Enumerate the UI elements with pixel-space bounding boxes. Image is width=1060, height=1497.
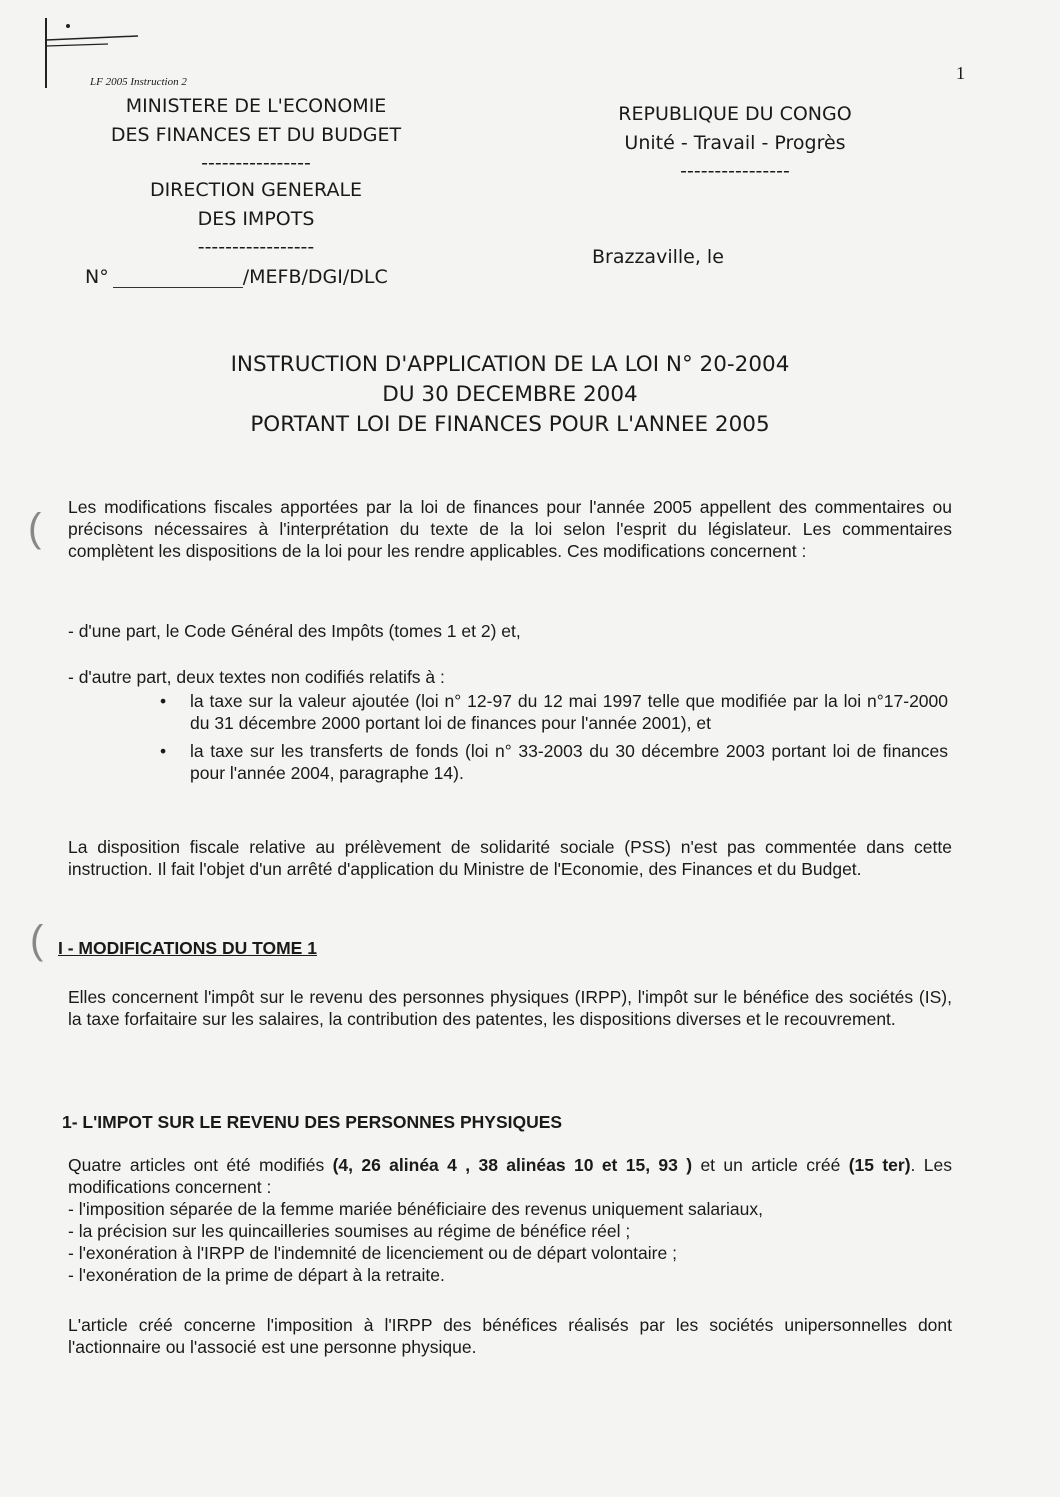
list-item: - l'exonération à l'IRPP de l'indemnité de licenciement ou de départ volontaire ;	[68, 1243, 677, 1263]
subsection-heading: 1- L'IMPOT SUR LE REVENU DES PERSONNES PHYSIQUES	[62, 1112, 563, 1132]
subsection-intro	[68, 1154, 952, 1198]
bullet-icon: •	[160, 691, 167, 711]
city-date: Brazzaville, le	[592, 246, 724, 268]
separator: ----------------	[680, 160, 790, 182]
list-item	[160, 690, 948, 734]
section-heading: I - MODIFICATIONS DU TOME 1	[58, 938, 317, 958]
title-line-1: INSTRUCTION D'APPLICATION DE LA LOI N° 20-2004	[230, 352, 790, 377]
document-title	[150, 350, 870, 440]
ministry-line-2: DES FINANCES ET DU BUDGET	[110, 124, 402, 146]
list-item: - l'exonération de la prime de départ à la retraite.	[68, 1265, 445, 1285]
list-item: - la précision sur les quincailleries soumises au régime de bénéfice réel ;	[68, 1221, 631, 1241]
ministry-line-1: MINISTERE DE L'ECONOMIE	[125, 95, 387, 117]
title-line-3: PORTANT LOI DE FINANCES POUR L'ANNEE 2005	[250, 412, 770, 437]
pss-paragraph: La disposition fiscale relative au prélèvement de solidarité sociale (PSS) n'est pas commentée dans cette instruction. Il fait l'objet d'un arrêté d'application du Ministre de l'Economie, des Finances et du Budget.	[68, 837, 952, 879]
part-two: - d'autre part, deux textes non codifiés relatifs à :	[68, 667, 445, 687]
republic-header	[580, 100, 890, 184]
direction-line-1: DIRECTION GENERALE	[149, 179, 363, 201]
reference-number	[85, 266, 388, 288]
intro-text-c: et un article créé	[692, 1155, 849, 1175]
section-text: Elles concernent l'impôt sur le revenu des personnes physiques (IRPP), l'impôt sur le bénéfice des sociétés (IS), la taxe forfaitaire sur les salaires, la contribution des patentes, les dispositions diverses et le recouvrement.	[68, 987, 952, 1029]
separator: -----------------	[197, 236, 315, 258]
intro-text-a: Quatre articles ont été modifiés	[68, 1155, 333, 1175]
intro-text-e: . Les modifications concernent :	[68, 1155, 952, 1197]
bullet-icon: •	[160, 741, 167, 761]
subsection-list	[68, 1198, 952, 1286]
closing-paragraph: L'article créé concerne l'imposition à l'IRPP des bénéfices réalisés par les sociétés unipersonnelles dont l'actionnaire ou l'associé est une personne physique.	[68, 1315, 952, 1357]
scan-artifact-icon: (	[28, 506, 42, 550]
bullet-text: la taxe sur la valeur ajoutée (loi n° 12-97 du 12 mai 1997 telle que modifiée par la loi n°17-2000 du 31 décembre 2000 portant loi de finances pour l'année 2001), et	[190, 691, 948, 733]
ministry-header	[70, 92, 442, 260]
republic-motto: Unité - Travail - Progrès	[624, 132, 846, 154]
document-reference: LF 2005 Instruction 2	[90, 76, 187, 88]
direction-line-2: DES IMPOTS	[197, 208, 315, 230]
republic-name: REPUBLIQUE DU CONGO	[618, 103, 852, 125]
list-item	[160, 740, 948, 784]
title-line-2: DU 30 DECEMBRE 2004	[382, 382, 638, 407]
intro-new-article: (15 ter)	[848, 1155, 911, 1175]
separator: ----------------	[201, 152, 311, 174]
scan-artifact-icon: (	[30, 918, 44, 962]
bullet-text: la taxe sur les transferts de fonds (loi n° 33-2003 du 30 décembre 2003 portant loi de finances pour l'année 2004, paragraphe 14).	[190, 741, 948, 783]
reference-blank	[113, 269, 243, 288]
part-one: - d'une part, le Code Général des Impôts (tomes 1 et 2) et,	[68, 621, 521, 641]
intro-paragraph: Les modifications fiscales apportées par la loi de finances pour l'année 2005 appellent des commentaires ou précisons nécessaires à l'interprétation du texte de la loi selon l'esprit du législateur. Les commentaires complètent les dispositions de la loi pour les rendre applicables. Ces modifications concernent :	[68, 497, 952, 561]
bullet-list	[160, 690, 948, 790]
list-item: - l'imposition séparée de la femme mariée bénéficiaire des revenus uniquement salariaux,	[68, 1199, 763, 1219]
reference-prefix: N°	[85, 266, 109, 288]
intro-articles: (4, 26 alinéa 4 , 38 alinéas 10 et 15, 93 )	[332, 1155, 693, 1175]
page-number: 1	[956, 63, 965, 83]
reference-suffix: /MEFB/DGI/DLC	[242, 266, 388, 288]
